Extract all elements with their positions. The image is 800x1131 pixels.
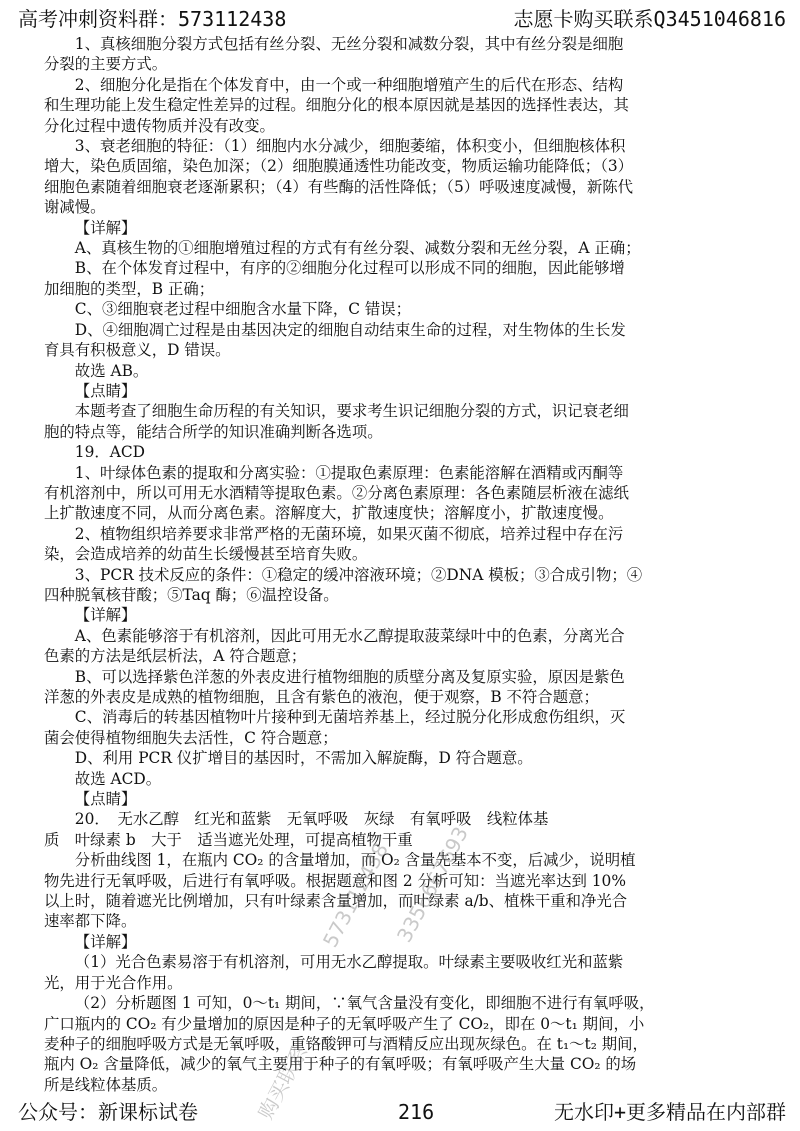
text-line: （2）分析题图 1 可知，0～t₁ 期间，∵氧气含量没有变化，即细胞不进行有氧呼吸，	[74, 994, 655, 1013]
text-line: 质 叶绿素 b 大于 适当遮光处理，可提高植物干重	[44, 830, 413, 849]
text-line: C、消毒后的转基因植物叶片接种到无菌培养基上，经过脱分化形成愈伤组织，灭	[74, 708, 626, 727]
text-line: 19．ACD	[74, 443, 146, 462]
footer-right: 无水印+更多精品在内部群	[553, 1100, 786, 1124]
footer-left: 公众号：新课标试卷	[18, 1100, 198, 1124]
text-line: 【详解】	[74, 218, 137, 237]
text-line: 【详解】	[74, 932, 137, 951]
text-line: 瓶内 O₂ 含量降低，减少的氧气主要用于种子的有氧呼吸；有氧呼吸产生大量 CO₂ 的场	[44, 1055, 637, 1074]
watermark: 573112438	[318, 838, 393, 952]
text-line: D、④细胞凋亡过程是由基因决定的细胞自动结束生命的过程，对生物体的生长发	[74, 320, 626, 339]
page-number: 216	[398, 1100, 435, 1124]
text-line: （1）光合色素易溶于有机溶剂，可用无水乙醇提取。叶绿素主要吸收红光和蓝紫	[74, 953, 624, 972]
watermark: 购买联系	[253, 1041, 313, 1124]
text-line: 分化过程中遗传物质并没有改变。	[44, 116, 275, 135]
text-line: 物先进行无氧呼吸，后进行有氧呼吸。根据题意和图 2 分析可知：当遮光率达到 10%	[44, 871, 626, 890]
text-line: 光，用于光合作用。	[44, 973, 183, 992]
text-line: 上扩散速度不同，从而分离色素。溶解度大，扩散速度快；溶解度小，扩散速度慢。	[44, 504, 614, 523]
text-line: 1、叶绿体色素的提取和分离实验：①提取色素原理：色素能溶解在酒精或丙酮等	[74, 463, 624, 482]
text-line: 加细胞的类型，B 正确；	[44, 279, 215, 298]
text-line: 分析曲线图 1，在瓶内 CO₂ 的含量增加，而 O₂ 含量先基本不变，后减少，说明植	[74, 851, 636, 870]
text-line: 谢减慢。	[44, 198, 106, 217]
text-line: 染，会造成培养的幼苗生长缓慢甚至培育失败。	[44, 545, 368, 564]
text-line: 3、PCR 技术反应的条件：①稳定的缓冲溶液环境；②DNA 模板；③合成引物；④	[74, 565, 643, 584]
text-line: 和生理功能上发生稳定性差异的过程。细胞分化的根本原因就是基因的选择性表达，其	[44, 96, 629, 115]
text-line: 20． 无水乙醇 红光和蓝紫 无氧呼吸 灰绿 有氧呼吸 线粒体基	[74, 810, 549, 829]
text-line: D、利用 PCR 仪扩增目的基因时，不需加入解旋酶，D 符合题意。	[74, 749, 533, 768]
text-line: 本题考查了细胞生命历程的有关知识，要求考生识记细胞分裂的方式，识记衰老细	[74, 402, 629, 421]
text-line: 1、真核细胞分裂方式包括有丝分裂、无丝分裂和减数分裂，其中有丝分裂是细胞	[74, 35, 624, 53]
text-line: B、可以选择紫色洋葱的外表皮进行植物细胞的质壁分离及复原实验，原因是紫色	[74, 667, 625, 686]
text-line: A、色素能够溶于有机溶剂，因此可用无水乙醇提取菠菜绿叶中的色素，分离光合	[74, 626, 625, 645]
header-right: 志愿卡购买联系Q3451046816	[513, 7, 786, 31]
text-line: 3、衰老细胞的特征：（1）细胞内水分减少，细胞萎缩，体积变小，但细胞核体积	[74, 137, 626, 156]
text-line: 色素的方法是纸层析法，A 符合题意；	[44, 647, 307, 666]
text-line: 【详解】	[74, 606, 137, 625]
text-line: C、③细胞衰老过程中细胞含水量下降，C 错误；	[74, 300, 412, 319]
text-line: B、在个体发育过程中，有序的②细胞分化过程可以形成不同的细胞，因此能够增	[74, 259, 625, 278]
text-line: 【点睛】	[74, 790, 137, 809]
watermark: 3356667693	[392, 822, 473, 947]
text-line: 细胞色素随着细胞衰老逐渐累积；（4）有些酶的活性降低；（5）呼吸速度减慢，新陈代	[44, 177, 634, 196]
text-line: 洋葱的外表皮是成熟的植物细胞，且含有紫色的液泡，便于观察，B 不符合题意；	[44, 688, 599, 706]
page-footer	[18, 1097, 786, 1127]
text-line: 所是线粒体基质。	[44, 1075, 168, 1094]
text-line: A、真核生物的①细胞增殖过程的方式有有丝分裂、减数分裂和无丝分裂，A 正确；	[74, 239, 641, 258]
text-line: 广口瓶内的 CO₂ 有少量增加的原因是种子的无氧呼吸产生了 CO₂，即在 0～t₁ 期间，小	[44, 1014, 645, 1033]
text-line: 2、细胞分化是指在个体发育中，由一个或一种细胞增殖产生的后代在形态、结构	[74, 75, 624, 94]
text-line: 菌会使得植物细胞失去活性，C 符合题意；	[44, 728, 338, 747]
header-left: 高考冲刺资料群：573112438	[18, 7, 287, 31]
text-line: 胞的特点等，能结合所学的知识准确判断各选项。	[44, 422, 383, 441]
text-line: 分裂的主要方式。	[44, 55, 168, 74]
text-line: 【点睛】	[74, 381, 137, 400]
text-line: 麦种子的细胞呼吸方式是无氧呼吸，重铬酸钾可与酒精反应出现灰绿色。在 t₁～t₂ 期间，	[44, 1034, 648, 1053]
text-line: 以上时，随着遮光比例增加，只有叶绿素含量增加，而叶绿素 a/b、植株干重和净光合	[44, 892, 628, 911]
text-line: 增大，染色质固缩，染色加深；（2）细胞膜通透性功能改变，物质运输功能降低；（3）	[44, 157, 634, 176]
page-header	[18, 4, 786, 34]
text-line: 有机溶剂中，所以可用无水酒精等提取色素。②分离色素原理：各色素随层析液在滤纸	[44, 483, 629, 502]
text-line: 四种脱氧核苷酸；⑤Taq 酶；⑥温控设备。	[44, 585, 339, 604]
text-line: 故选 AB。	[74, 361, 149, 380]
text-line: 速率都下降。	[44, 912, 137, 931]
text-line: 故选 ACD。	[74, 769, 162, 788]
text-line: 2、植物组织培养要求非常严格的无菌环境，如果灭菌不彻底，培养过程中存在污	[74, 524, 624, 543]
text-line: 育具有积极意义，D 错误。	[44, 341, 231, 360]
